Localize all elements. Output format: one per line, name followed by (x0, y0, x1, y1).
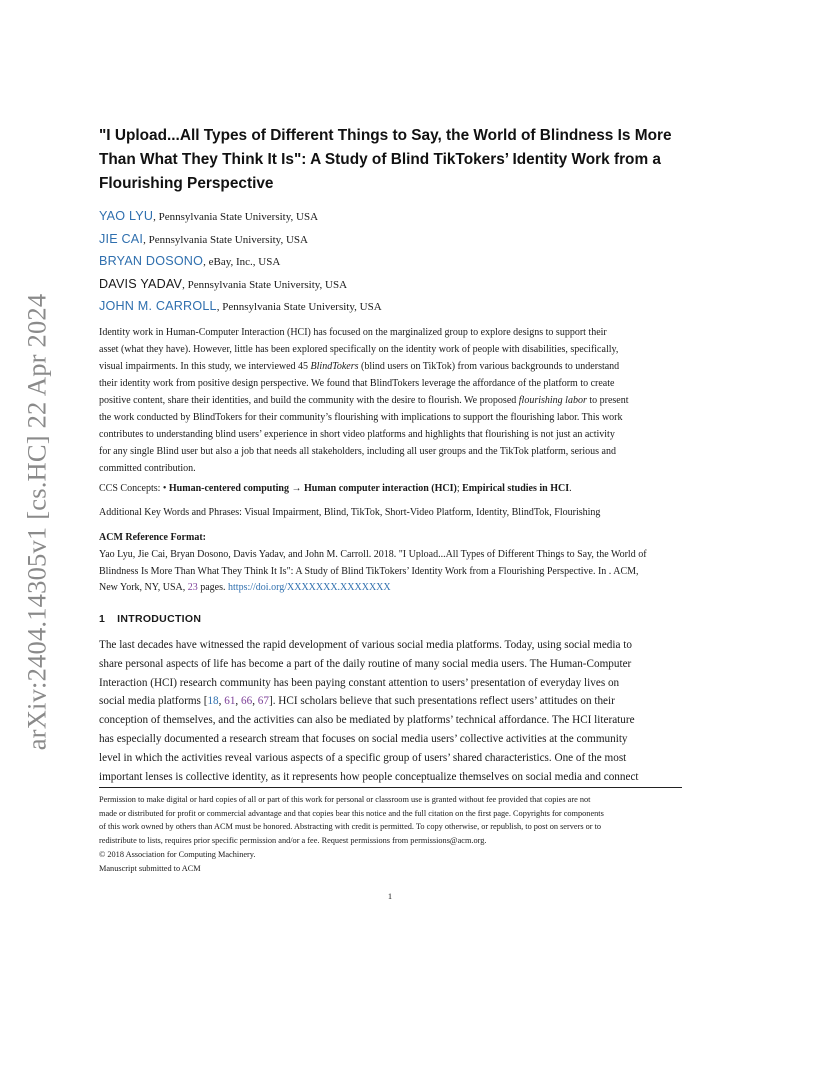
title-line: Than What They Think It Is": A Study of Blind TikTokers’ Identity Work from a (99, 151, 661, 168)
doi-link[interactable]: https://doi.org/XXXXXXX.XXXXXXX (228, 582, 391, 593)
abstract-line (99, 358, 682, 375)
page-number: 1 (387, 891, 393, 901)
footnote-line: Manuscript submitted to ACM (99, 863, 201, 873)
ccs-arrow: → (289, 483, 304, 494)
abstract-line: asset (what they have). However, little has been explored specifically on the identity work of people with disabilities, specifically, (99, 344, 619, 355)
arxiv-identifier-stamp: arXiv:2404.14305v1 [cs.HC] 22 Apr 2024 (21, 293, 52, 751)
footnote-line: of this work owned by others than ACM must be honored. Abstracting with credit is permitted. To copy otherwise, or republish, to post on servers or to (99, 822, 602, 832)
introduction-text (99, 636, 682, 786)
ccs-concept: Empirical studies in HCI (462, 483, 570, 494)
citation-separator: , (218, 695, 225, 708)
section-title: INTRODUCTION (117, 613, 202, 625)
intro-text: social media platforms [ (99, 695, 208, 708)
author-entry (99, 251, 382, 274)
reference-line (99, 580, 682, 597)
author-entry (99, 206, 382, 229)
abstract-line: contributes to understanding blind users’ experience in short video platforms and highlights that flourishing is not just an activity (99, 429, 615, 440)
intro-text: ]. HCI scholars believe that such presentations reflect users’ attitudes on their (268, 695, 615, 708)
section-heading (99, 613, 201, 625)
acm-reference-heading: ACM Reference Format: (99, 532, 206, 543)
acm-reference (99, 547, 682, 597)
intro-line (99, 692, 682, 711)
author-affiliation: , eBay, Inc., USA (203, 256, 281, 268)
abstract-line: the work conducted by BlindTokers for their community’s flourishing with implications to support the flourishing labor. This work (99, 412, 623, 423)
abstract-text: positive content, share their identities, and build the community with the desire to flourish. We proposed (99, 395, 519, 406)
intro-line: has especially documented a research stream that focuses on social media users’ collective activities at the community (99, 732, 628, 745)
citation-link[interactable]: 66 (241, 695, 253, 708)
section-number: 1 (99, 613, 106, 625)
copyright-footnote (99, 793, 682, 875)
author-affiliation: , Pennsylvania State University, USA (153, 211, 319, 223)
abstract-line: committed contribution. (99, 463, 196, 474)
reference-text: pages. (197, 582, 229, 593)
abstract-line: Identity work in Human-Computer Interaction (HCI) has focused on the marginalized group to explore designs to support their (99, 327, 607, 338)
footnote-line: © 2018 Association for Computing Machinery. (99, 849, 256, 859)
abstract-line: their identity work from positive design perspective. We found that BlindTokers leverage the affordance of the platform to create (99, 378, 615, 389)
citation-separator: , (235, 695, 241, 708)
intro-line: important lenses is collective identity, as it represents how people conceptualize themselves on social media and connect (99, 770, 639, 783)
author-entry (99, 229, 382, 252)
footnote-divider (99, 787, 682, 788)
author-name-link[interactable]: JOHN M. CARROLL (99, 299, 217, 313)
author-name-link[interactable]: BRYAN DOSONO (99, 254, 204, 268)
keywords: Additional Key Words and Phrases: Visual Impairment, Blind, TikTok, Short-Video Platform, Identity, BlindTok, Flourishing (99, 507, 601, 518)
ccs-end: . (569, 483, 572, 494)
ccs-concepts (99, 483, 572, 494)
title-line: "I Upload...All Types of Different Things to Say, the World of Blindness Is More (99, 127, 672, 144)
reference-line: Blindness Is More Than What They Think It Is": A Study of Blind TikTokers’ Identity Work from a Flourishing Perspective. In . ACM, (99, 565, 639, 577)
intro-line: Interaction (HCI) research community has been paying constant attention to users’ presentation of everyday lives on (99, 676, 620, 689)
footnote-line: made or distributed for profit or commercial advantage and that copies bear this notice and the full citation on the first page. Copyrights for components (99, 808, 604, 818)
ccs-concept: Human-centered computing (168, 483, 289, 494)
footnote-line: Permission to make digital or hard copies of all or part of this work for personal or classroom use is granted without fee provided that copies are not (99, 795, 591, 804)
intro-line: level in which the activities reveal various aspects of a specific group of users’ shared characteristics. One of the most (99, 751, 627, 764)
abstract-line (99, 392, 682, 409)
page-count-link[interactable]: 23 (187, 582, 198, 593)
ccs-concept: Human computer interaction (HCI) (304, 483, 457, 494)
citation-link[interactable]: 67 (257, 695, 269, 708)
citation-separator: , (252, 695, 258, 708)
author-affiliation: , Pennsylvania State University, USA (143, 233, 308, 246)
author-entry (99, 296, 382, 319)
reference-line: Yao Lyu, Jie Cai, Bryan Dosono, Davis Yadav, and John M. Carroll. 2018. "I Upload...All Types of Different Things to Say, the World of (99, 549, 647, 560)
author-list (99, 206, 382, 319)
citation-link[interactable]: 18 (207, 695, 219, 708)
author-affiliation: , Pennsylvania State University, USA (182, 278, 348, 291)
abstract-text: to present (586, 395, 629, 406)
footnote-line: redistribute to lists, requires prior specific permission and/or a fee. Request permissions from permissions@acm.org. (99, 836, 487, 846)
abstract-emphasis: BlindTokers (310, 361, 359, 372)
intro-line: share personal aspects of life has become a part of the daily routine of many social media users. The Human-Computer (99, 657, 632, 670)
author-name: DAVIS YADAV (99, 276, 183, 291)
author-name-link[interactable]: JIE CAI (99, 231, 144, 246)
author-entry (99, 274, 382, 297)
abstract-text: (blind users on TikTok) from various backgrounds to understand (358, 361, 620, 372)
citation-link[interactable]: 61 (224, 695, 236, 708)
intro-line: conception of themselves, and the activities can also be mediated by platforms’ technical affordance. The HCI literature (99, 714, 635, 727)
intro-line: The last decades have witnessed the rapid development of various social media platforms. Today, using social media to (99, 639, 632, 651)
abstract-emphasis: flourishing labor (518, 395, 587, 406)
author-name-link[interactable]: YAO LYU (99, 209, 154, 223)
abstract-line: for any single Blind user but also a job that needs all stakeholders, including all user groups and the TikTok platform, serious and (99, 446, 616, 457)
abstract-text: visual impairments. In this study, we interviewed 45 (99, 361, 311, 372)
ccs-label: CCS Concepts: • (99, 483, 169, 494)
paper-title (99, 124, 699, 196)
author-affiliation: , Pennsylvania State University, USA (216, 301, 382, 313)
title-line: Flourishing Perspective (99, 175, 274, 192)
ccs-separator: ; (456, 483, 463, 494)
reference-text: New York, NY, USA, (99, 582, 188, 593)
abstract (99, 324, 682, 477)
